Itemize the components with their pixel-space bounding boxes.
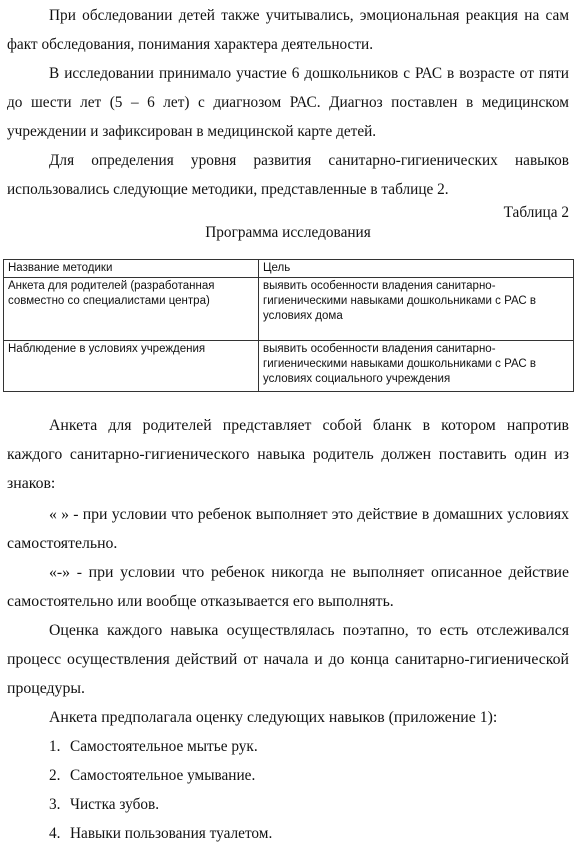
paragraph-emotional-reaction: При обследовании детей также учитывались, эмоциональная реакция на сам факт обследования, понимания характера деятельности. <box>7 7 569 53</box>
paragraph-evaluation: Оценка каждого навыка осуществлялась поэтапно, то есть отслеживался процесс осуществления действий от начала и до конца санитарно-гигиенической процедуры. <box>7 622 569 697</box>
table-number: Таблица 2 <box>503 204 569 221</box>
paragraph-plus-sign: « » - при условии что ребенок выполняет это действие в домашних условиях самостоятельно. <box>7 506 569 552</box>
paragraph-participants: В исследовании принимало участие 6 дошкольников с РАС в возрасте от пяти до шести лет (5 – 6 лет) с диагнозом РАС. Диагноз поставлен в медицинском учреждении и зафиксирован в медицинской карте детей. <box>7 65 569 140</box>
paragraph-questionnaire: Анкета для родителей представляет собой бланк в котором напротив каждого санитарно-гигиенического навыка родитель должен поставить один из знаков: <box>7 417 569 492</box>
paragraph-methods: Для определения уровня развития санитарно-гигиенических навыков использовались следующие методики, представленные в таблице 2. <box>7 152 569 198</box>
list-item: 2. Самостоятельное умывание. <box>49 767 256 784</box>
table-row <box>4 341 574 392</box>
paragraph-minus-sign: «-» - при условии что ребенок никогда не выполняет описанное действие самостоятельно или вообще отказывается его выполнять. <box>7 564 569 610</box>
table-header-method: Название методики <box>4 260 259 278</box>
table-header-goal: Цель <box>259 260 574 278</box>
research-program-table <box>3 259 574 392</box>
table-title: Программа исследования <box>205 224 371 241</box>
list-item: 3. Чистка зубов. <box>49 796 160 813</box>
skills-list <box>49 732 272 848</box>
table-header-row <box>4 260 574 278</box>
table-cell-method: Анкета для родителей (разработанная совместно со специалистами центра) <box>4 278 259 341</box>
table-row <box>4 278 574 341</box>
list-item: 4. Навыки пользования туалетом. <box>49 825 273 842</box>
paragraph-skills-intro: Анкета предполагала оценку следующих навыков (приложение 1): <box>49 709 498 726</box>
list-item: 1. Самостоятельное мытье рук. <box>49 738 258 755</box>
table-cell-goal: выявить особенности владения санитарно-гигиеническими навыками дошкольниками с РАС в условиях дома <box>259 278 574 341</box>
table-cell-goal: выявить особенности владения санитарно-гигиеническими навыками дошкольниками с РАС в условиях социального учреждения <box>259 341 574 392</box>
table-cell-method: Наблюдение в условиях учреждения <box>4 341 259 392</box>
